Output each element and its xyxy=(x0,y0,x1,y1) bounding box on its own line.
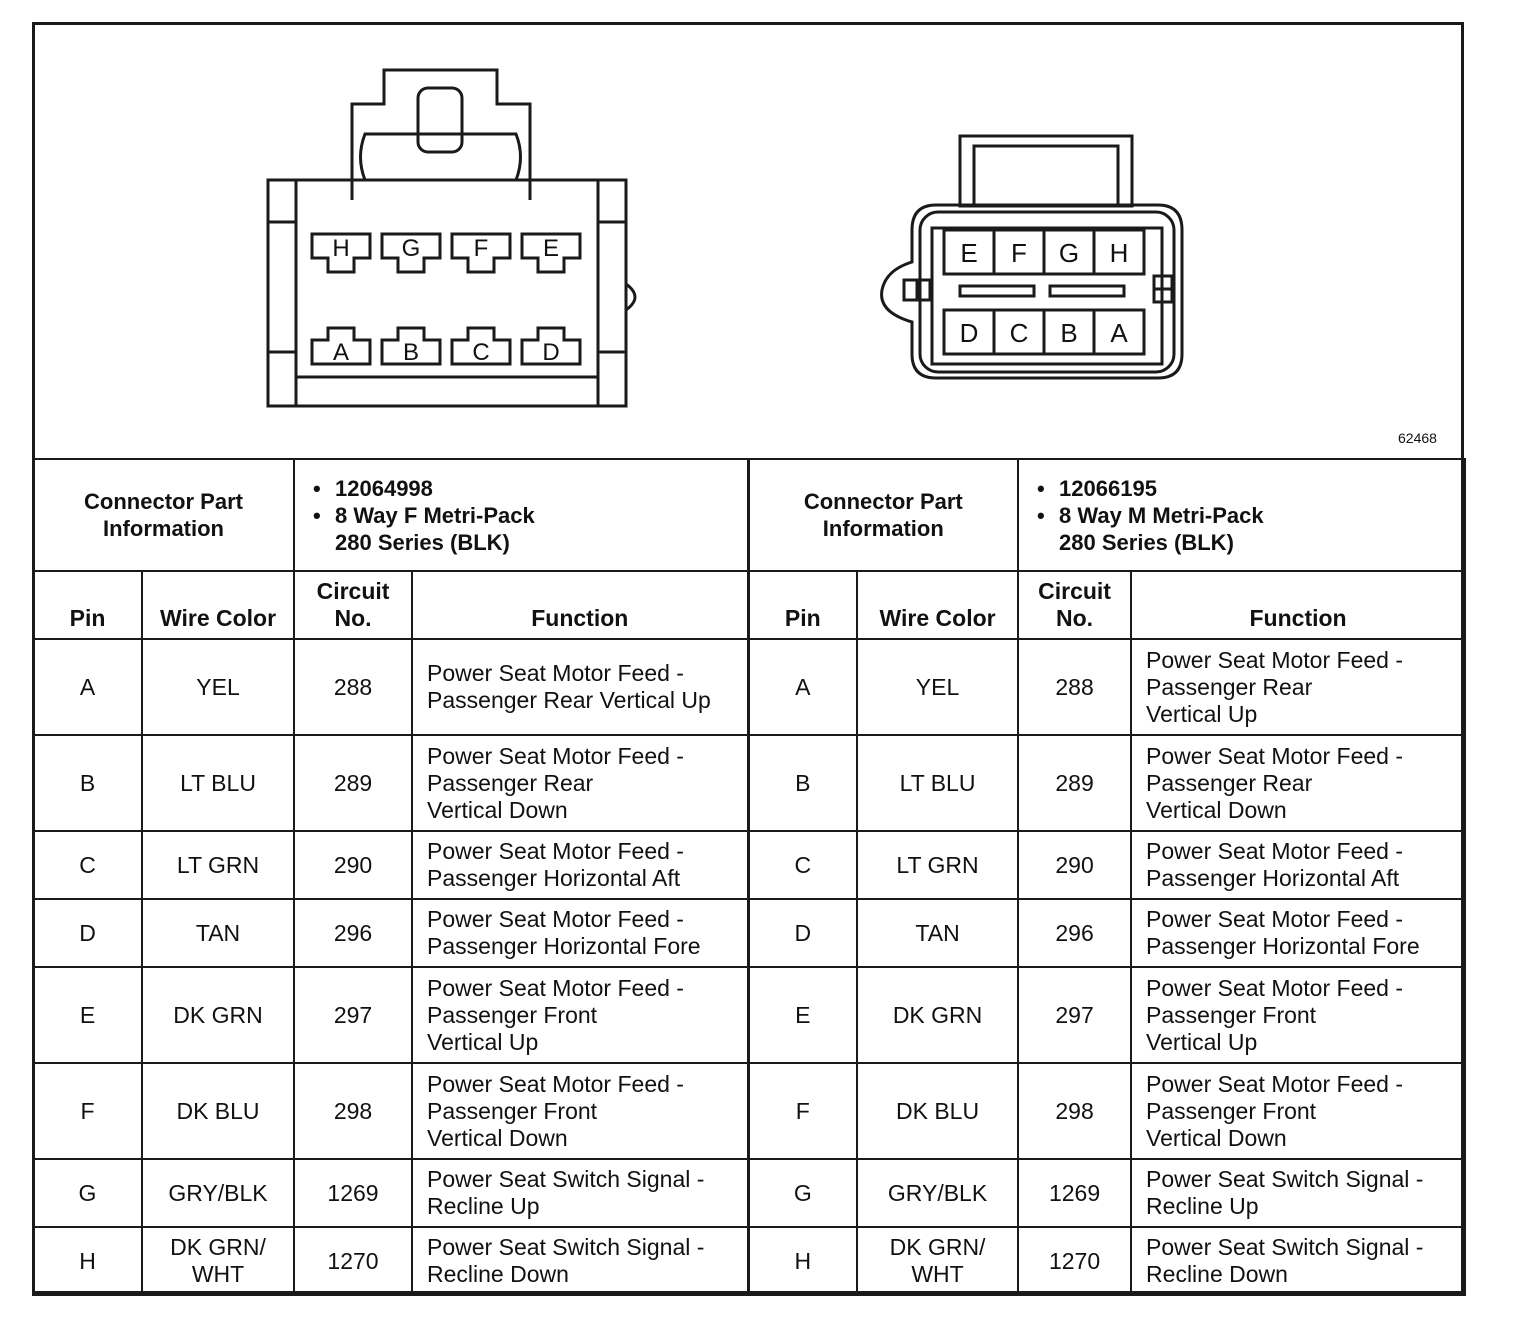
left-wire-color-cell: GRY/BLK xyxy=(142,1159,294,1227)
left-circuit-cell: 289 xyxy=(294,735,412,831)
left-wire-color-cell: DK GRN xyxy=(142,967,294,1063)
left-cavity-label: C xyxy=(472,339,490,366)
right-pin-cell: A xyxy=(748,639,857,735)
right-part-info xyxy=(1018,459,1465,571)
right-cavity-D xyxy=(944,310,994,354)
table-row xyxy=(33,735,1465,831)
left-wire-color-cell: TAN xyxy=(142,899,294,967)
right-function-cell: Power Seat Switch Signal - Recline Up xyxy=(1131,1159,1465,1227)
right-function-cell: Power Seat Motor Feed - Passenger Front Vertical Down xyxy=(1131,1063,1465,1159)
left-cavity-G xyxy=(382,234,440,272)
pinout-table xyxy=(32,458,1466,1296)
left-cavity-H xyxy=(312,234,370,272)
right-pin-cell: G xyxy=(748,1159,857,1227)
right-cavity-label: G xyxy=(1058,238,1080,268)
table-row xyxy=(33,1063,1465,1159)
right-wire-color-cell: DK GRN xyxy=(857,967,1018,1063)
left-wire-color-header: Wire Color xyxy=(142,571,294,639)
table-row xyxy=(33,1227,1465,1295)
right-function-cell: Power Seat Switch Signal - Recline Down xyxy=(1131,1227,1465,1295)
right-cavity-group xyxy=(944,230,1144,354)
right-cavity-label: A xyxy=(1110,318,1128,348)
right-cavity-label: C xyxy=(1009,318,1029,348)
right-circuit-cell: 288 xyxy=(1018,639,1131,735)
left-part-number: • 12064998 xyxy=(335,475,747,502)
left-cavity-label: G xyxy=(401,235,421,262)
left-part-info xyxy=(294,459,748,571)
left-wire-color-cell: DK GRN/ WHT xyxy=(142,1227,294,1295)
left-circuit-cell: 290 xyxy=(294,831,412,899)
left-cavity-label: H xyxy=(332,235,350,262)
right-function-cell: Power Seat Motor Feed - Passenger Front Vertical Up xyxy=(1131,967,1465,1063)
left-cavity-A xyxy=(312,328,370,366)
left-pin-cell: D xyxy=(33,899,142,967)
right-part-number: • 12066195 xyxy=(1059,475,1464,502)
right-function-cell: Power Seat Motor Feed - Passenger Horizontal Aft xyxy=(1131,831,1465,899)
right-part-info-label: Connector Part Information xyxy=(748,459,1018,571)
right-part-description: • 8 Way M Metri-Pack 280 Series (BLK) xyxy=(1059,502,1464,556)
right-circuit-cell: 297 xyxy=(1018,967,1131,1063)
figure-id: 62468 xyxy=(1398,430,1437,446)
table-row xyxy=(33,967,1465,1063)
left-wire-color-cell: LT BLU xyxy=(142,735,294,831)
right-connector-face xyxy=(882,136,1182,378)
left-circuit-cell: 296 xyxy=(294,899,412,967)
left-function-header: Function xyxy=(412,571,748,639)
left-pin-header: Pin xyxy=(33,571,142,639)
left-circuit-cell: 288 xyxy=(294,639,412,735)
right-cavity-E xyxy=(944,230,994,274)
right-wire-color-cell: LT BLU xyxy=(857,735,1018,831)
right-circuit-cell: 1269 xyxy=(1018,1159,1131,1227)
right-wire-color-cell: LT GRN xyxy=(857,831,1018,899)
column-header-row xyxy=(33,571,1465,639)
left-function-cell: Power Seat Switch Signal - Recline Up xyxy=(412,1159,748,1227)
left-cavity-group xyxy=(312,234,580,366)
left-cavity-B xyxy=(382,328,440,366)
table-row xyxy=(33,639,1465,735)
table-row xyxy=(33,831,1465,899)
left-pin-cell: H xyxy=(33,1227,142,1295)
pin-rows xyxy=(33,639,1465,1295)
left-cavity-label: E xyxy=(542,235,560,262)
left-circuit-header: Circuit No. xyxy=(294,571,412,639)
right-cavity-C xyxy=(994,310,1044,354)
left-cavity-label: D xyxy=(542,339,560,366)
left-pin-cell: B xyxy=(33,735,142,831)
right-pin-header: Pin xyxy=(748,571,857,639)
left-circuit-cell: 1269 xyxy=(294,1159,412,1227)
right-cavity-label: F xyxy=(1011,238,1027,268)
connector-info-row xyxy=(33,459,1465,571)
left-function-cell: Power Seat Motor Feed - Passenger Horizontal Aft xyxy=(412,831,748,899)
right-circuit-cell: 290 xyxy=(1018,831,1131,899)
right-pin-cell: H xyxy=(748,1227,857,1295)
right-cavity-label: D xyxy=(959,318,979,348)
right-cavity-label: H xyxy=(1109,238,1129,268)
left-cavity-C xyxy=(452,328,510,366)
right-pin-cell: F xyxy=(748,1063,857,1159)
connector-drawings xyxy=(32,22,1464,458)
right-circuit-header: Circuit No. xyxy=(1018,571,1131,639)
right-wire-color-cell: GRY/BLK xyxy=(857,1159,1018,1227)
left-function-cell: Power Seat Motor Feed - Passenger Front Vertical Down xyxy=(412,1063,748,1159)
left-function-cell: Power Seat Motor Feed - Passenger Rear Vertical Up xyxy=(412,639,748,735)
left-pin-cell: C xyxy=(33,831,142,899)
right-cavity-H xyxy=(1094,230,1144,274)
right-cavity-F xyxy=(994,230,1044,274)
left-pin-cell: F xyxy=(33,1063,142,1159)
right-function-cell: Power Seat Motor Feed - Passenger Horizontal Fore xyxy=(1131,899,1465,967)
right-function-cell: Power Seat Motor Feed - Passenger Rear Vertical Down xyxy=(1131,735,1465,831)
left-circuit-cell: 1270 xyxy=(294,1227,412,1295)
left-circuit-cell: 297 xyxy=(294,967,412,1063)
left-cavity-F xyxy=(452,234,510,272)
right-circuit-cell: 289 xyxy=(1018,735,1131,831)
left-function-cell: Power Seat Switch Signal - Recline Down xyxy=(412,1227,748,1295)
right-pin-cell: C xyxy=(748,831,857,899)
right-wire-color-cell: DK GRN/ WHT xyxy=(857,1227,1018,1295)
left-pin-cell: E xyxy=(33,967,142,1063)
right-cavity-G xyxy=(1044,230,1094,274)
right-pin-cell: D xyxy=(748,899,857,967)
right-cavity-A xyxy=(1094,310,1144,354)
left-cavity-label: F xyxy=(473,235,489,262)
left-cavity-D xyxy=(522,328,580,366)
left-wire-color-cell: LT GRN xyxy=(142,831,294,899)
left-pin-cell: G xyxy=(33,1159,142,1227)
right-pin-cell: E xyxy=(748,967,857,1063)
right-circuit-cell: 298 xyxy=(1018,1063,1131,1159)
right-cavity-label: E xyxy=(960,238,978,268)
right-circuit-cell: 1270 xyxy=(1018,1227,1131,1295)
right-wire-color-header: Wire Color xyxy=(857,571,1018,639)
table-row xyxy=(33,899,1465,967)
right-function-cell: Power Seat Motor Feed - Passenger Rear Vertical Up xyxy=(1131,639,1465,735)
right-pin-cell: B xyxy=(748,735,857,831)
left-wire-color-cell: YEL xyxy=(142,639,294,735)
left-cavity-label: A xyxy=(332,339,350,366)
right-cavity-B xyxy=(1044,310,1094,354)
table-row xyxy=(33,1159,1465,1227)
left-wire-color-cell: DK BLU xyxy=(142,1063,294,1159)
left-function-cell: Power Seat Motor Feed - Passenger Horizontal Fore xyxy=(412,899,748,967)
left-pin-cell: A xyxy=(33,639,142,735)
left-circuit-cell: 298 xyxy=(294,1063,412,1159)
right-wire-color-cell: TAN xyxy=(857,899,1018,967)
left-cavity-E xyxy=(522,234,580,272)
right-wire-color-cell: DK BLU xyxy=(857,1063,1018,1159)
left-function-cell: Power Seat Motor Feed - Passenger Front Vertical Up xyxy=(412,967,748,1063)
left-part-info-label: Connector Part Information xyxy=(33,459,294,571)
right-circuit-cell: 296 xyxy=(1018,899,1131,967)
left-part-description: • 8 Way F Metri-Pack 280 Series (BLK) xyxy=(335,502,747,556)
left-function-cell: Power Seat Motor Feed - Passenger Rear Vertical Down xyxy=(412,735,748,831)
right-wire-color-cell: YEL xyxy=(857,639,1018,735)
right-cavity-label: B xyxy=(1060,318,1078,348)
right-function-header: Function xyxy=(1131,571,1465,639)
left-cavity-label: B xyxy=(402,339,420,366)
